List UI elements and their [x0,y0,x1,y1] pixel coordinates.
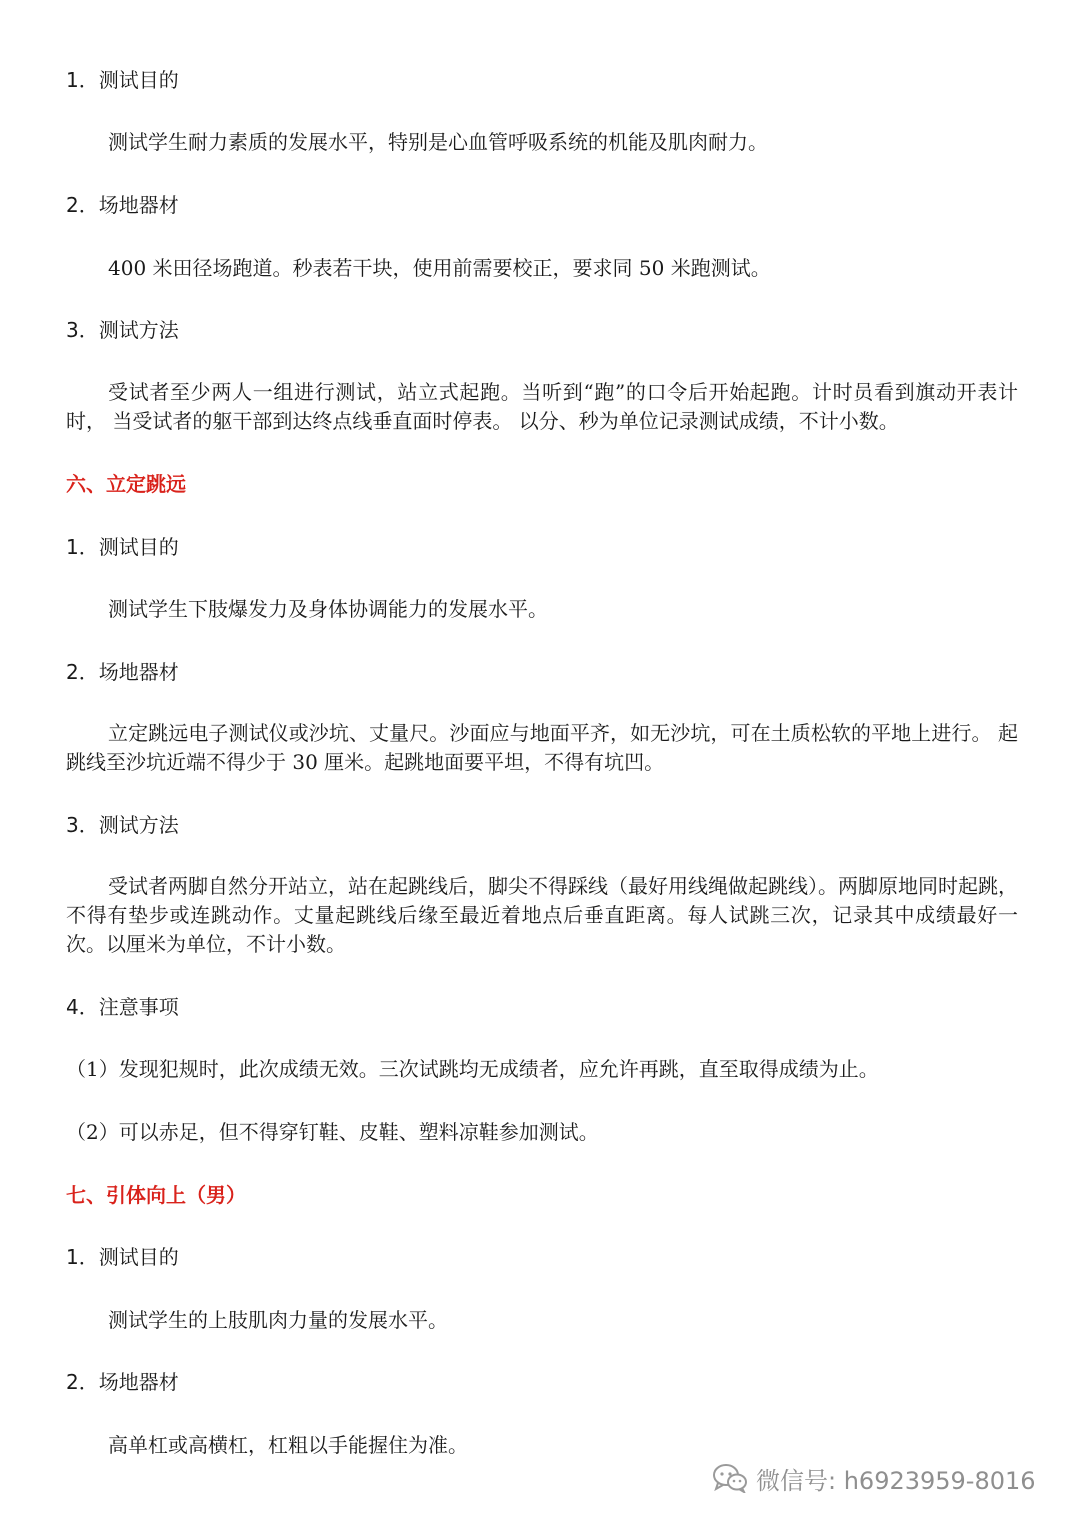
section-heading-standing-long-jump: 六、立定跳远 [66,472,186,496]
paragraph: 400 米田径场跑道。秒表若干块，使用前需要校正，要求同 50 米跑测试。 [108,256,771,280]
paragraph: 受试者至少两人一组进行测试，站立式起跑。当听到“跑”的口令后开始起跑。计时员看到旗动开表计时， 当受试者的躯干部到达终点线垂直面时停表。 以分、秒为单位记录测试成绩，不计小数。 [66,380,1018,433]
wechat-watermark [712,1462,1036,1494]
section-heading-pull-up: 七、引体向上（男） [66,1183,246,1207]
paragraph: 立定跳远电子测试仪或沙坑、丈量尺。沙面应与地面平齐，如无沙坑，可在土质松软的平地上进行。 起跳线至沙坑近端不得少于 30 厘米。起跳地面要平坦，不得有坑凹。 [66,721,1018,774]
paragraph: 测试学生的上肢肌肉力量的发展水平。 [108,1308,448,1332]
paragraph: 测试学生下肢爆发力及身体协调能力的发展水平。 [108,597,548,621]
wechat-icon [712,1463,748,1493]
paragraph: 高单杠或高横杠，杠粗以手能握住为准。 [108,1433,468,1457]
subheading-test-purpose: 1．测试目的 [66,68,179,92]
subheading-test-purpose: 1．测试目的 [66,535,179,559]
note-item: （2）可以赤足，但不得穿钉鞋、皮鞋、塑料凉鞋参加测试。 [66,1120,599,1144]
subheading-notes: 4．注意事项 [66,995,179,1019]
subheading-test-method: 3．测试方法 [66,813,179,837]
subheading-test-method: 3．测试方法 [66,318,179,342]
note-item: （1）发现犯规时，此次成绩无效。三次试跳均无成绩者，应允许再跳，直至取得成绩为止。 [66,1057,879,1081]
subheading-test-purpose: 1．测试目的 [66,1245,179,1269]
paragraph: 测试学生耐力素质的发展水平，特别是心血管呼吸系统的机能及肌肉耐力。 [108,130,768,154]
subheading-equipment: 2．场地器材 [66,1370,179,1394]
watermark-text: 微信号: h6923959-8016 [756,1466,1036,1495]
subheading-equipment: 2．场地器材 [66,193,179,217]
paragraph: 受试者两脚自然分开站立，站在起跳线后，脚尖不得踩线（最好用线绳做起跳线）。两脚原地同时起跳，不得有垫步或连跳动作。丈量起跳线后缘至最近着地点后垂直距离。每人试跳三次，记录其中成绩最好一次。以厘米为单位，不计小数。 [66,874,1018,956]
subheading-equipment: 2．场地器材 [66,660,179,684]
